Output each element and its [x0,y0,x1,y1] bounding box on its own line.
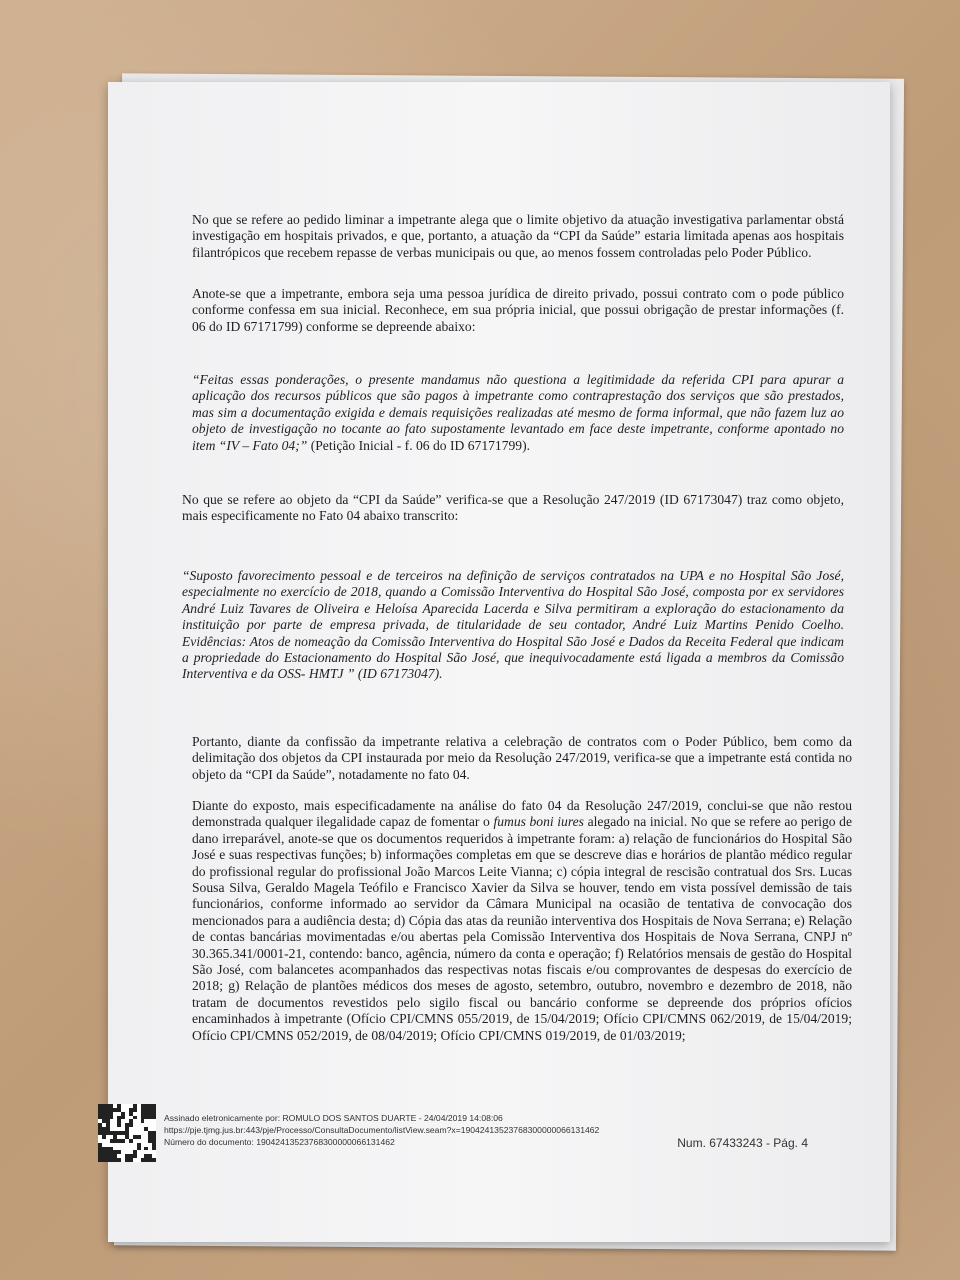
paragraph-diante-do-exposto [192,798,852,1044]
paragraph-objeto-cpi: No que se refere ao objeto da “CPI da Saúde” verifica-se que a Resolução 247/2019 (ID 67173047) traz como objeto, mais especificamente no Fato 04 abaixo transcrito: [182,492,844,524]
page-number: Num. 67433243 - Pág. 4 [677,1136,808,1150]
signature-block [164,1112,599,1148]
latin-term: fumus boni iures [493,814,584,830]
paragraph-anote-se: Anote-se que a impetrante, embora seja uma pessoa jurídica de direito privado, possui contrato com o pode público conforme confessa em sua inicial. Reconhece, em sua própria inicial, que possui obrigação de prestar informações (f. 06 do ID 67171799) conforme se depreende abaixo: [192,286,844,334]
document-number: Número do documento: 19042413523768300000066131462 [164,1137,395,1147]
quote-peticao-inicial [192,372,844,454]
paragraph-liminar: No que se refere ao pedido liminar a impetrante alega que o limite objetivo da atuação investigativa parlamentar obstá investigação em hospitais privados, e que, portanto, a atuação da “CPI da Saúde” estaria limitada apenas aos hospitais filantrópicos que recebem repasse de verbas municipais ou que, ao menos fossem controladas pelo Poder Público. [192,212,844,260]
signed-by: Assinado eletronicamente por: ROMULO DOS SANTOS DUARTE - 24/04/2019 14:08:06 [164,1113,503,1123]
paragraph-portanto: Portanto, diante da confissão da impetrante relativa a celebração de contratos com o Poder Público, bem como da delimitação dos objetos da CPI instaurada por meio da Resolução 247/2019, verifica-se que a impetrante está contida no objeto da “CPI da Saúde”, notadamente no fato 04. [192,734,852,782]
signature-footer [108,1102,890,1182]
qr-code [98,1104,156,1162]
document-page [108,82,890,1242]
paragraph-text-b: alegado na inicial. No que se refere ao perigo de dano irreparável, anote-se que os documentos requeridos à impetrante foram: a) relação de funcionários do Hospital São José e suas respectivas funções; b) informações completas em que se descreve dias e horários de plantão médico regular do profissional regular do profissional João Marcos Leite Vianna; c) cópia integral de rescisão contratual dos Srs. Lucas Sousa Silva, Geraldo Magela Teófilo e Francisco Xavier da Silva se houver, tendo em vista possível demissão de tais funcionários, conforme informado ao servidor da Câmara Municipal na ocasião de tentativa de convocação dos mencionados para a audiência desta; d) Cópia das atas da reunião interventiva dos Hospitais de Nova Serrana; e) Relação de contas bancárias movimentadas e/ou abertas pela Comissão Interventiva dos Hospitais de Nova Serrana, CNPJ nº 30.365.341/0001-21, contendo: banco, agência, número da conta e operação; f) Relatórios mensais de gestão do Hospital São José, com balancetes acompanhados das respectivas notas fiscais e/ou comprovantes de despesas do exercício de 2018; g) Relação de plantões médicos dos meses de agosto, setembro, outubro, novembro e dezembro de 2018, não tratam de documentos revestidos pelo sigilo fiscal ou bancário conforme se depreende dos próprios ofícios encaminhados à impetrante (Ofício CPI/CMNS 055/2019, de 15/04/2019; Ofício CPI/CMNS 062/2019, de 15/04/2019; Ofício CPI/CMNS 052/2019, de 08/04/2019; Ofício CPI/CMNS 019/2019, de 01/03/2019; [192,814,853,1043]
quote-text: “Feitas essas ponderações, o presente mandamus não questiona a legitimidade da referida CPI para apurar a aplicação dos recursos públicos que são pagos à impetrante como contraprestação dos serviços que são prestados, mas sim a documentação exigida e demais requisições realizadas até mesmo de forma informal, que não fazem luz ao objeto de investigação no tocante ao fato supostamente levantado em face deste impetrante, conforme apontado no item “IV – Fato 04;” [192,372,844,453]
quote-reference: (Petição Inicial - f. 06 do ID 67171799). [307,437,531,453]
paragraph-text-a: Diante do exposto, mais especificadamente na análise do fato 04 da Resolução 247/2019, conclui-se que não restou demonstrada qualquer ilegalidade capaz de fomentar o [192,798,852,830]
quote-fato-04: “Suposto favorecimento pessoal e de terceiros na definição de serviços contratados na UPA e no Hospital São José, especialmente no exercício de 2018, quando a Comissão Interventiva do Hospital São José, composta por ex servidores André Luiz Tavares de Oliveira e Heloísa Aparecida Lacerda e Silva permitiram a exploração do estacionamento da instituição por parte de empresa privada, de titularidade de seu contador, André Luiz Martins Penido Coelho. Evidências: Atos de nomeação da Comissão Interventiva do Hospital São José e Dados da Receita Federal que indicam a propriedade do Estacionamento do Hospital São José, que inequivocadamente está ligada a membros da Comissão Interventiva e da OSS- HMTJ ” (ID 67173047). [182,568,844,682]
document-url[interactable]: https://pje.tjmg.jus.br:443/pje/Processo/ConsultaDocumento/listView.seam?x=19042413523768300000066131462 [164,1125,600,1135]
